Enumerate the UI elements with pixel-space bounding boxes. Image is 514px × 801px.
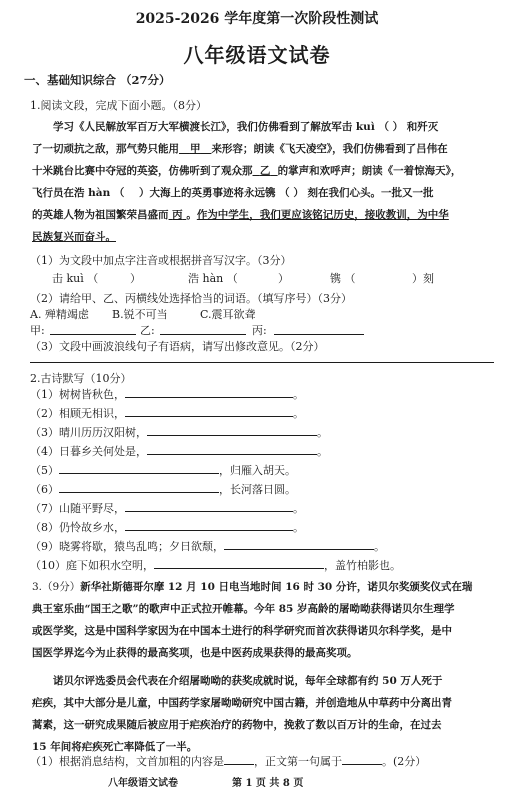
- passage-line: 了一切顽抗之敌，那气势只能用 甲 来形容；朗读《飞天凌空》，我们仿佛看到了吕伟在: [32, 143, 448, 155]
- poem-item: （3）晴川历历汉阳树， 。: [30, 426, 328, 439]
- fill-jia-line[interactable]: [50, 334, 136, 335]
- blank-jia: 甲: [189, 143, 201, 155]
- blank-yi: 乙: [259, 165, 271, 177]
- pinyin-item-juan: 镌 （: [330, 272, 356, 285]
- poem-item: （9）晓雾将歇，猿鸟乱鸣；夕日欲颓， 。: [30, 540, 385, 553]
- q1-sub1-prompt: （1）为文段中加点字注音或根据拼音写汉字。（3分）: [30, 254, 292, 267]
- pinyin-item-paren: ）: [130, 272, 141, 285]
- passage-line: 民族复兴而奋斗。: [32, 231, 116, 243]
- fill-jia-label: 甲:: [30, 324, 45, 337]
- school-year-title: 2025-2026 学年度第一次阶段性测试: [135, 11, 379, 27]
- answer-line[interactable]: [30, 362, 494, 363]
- q3-paragraph-1: 3.（9分）新华社斯德哥尔摩 12 月 10 日电当地时间 16 时 30 分许，诺贝尔奖颁奖仪式在瑞: [32, 581, 473, 593]
- footer-page-info: 第 1 页 共 8 页: [232, 778, 304, 789]
- passage-line: 的英雄人物为祖国繁荣昌盛而 丙 。作为中学生，我们更应该铭记历史，接收教训，为中华: [32, 209, 449, 221]
- fill-bing-line[interactable]: [274, 334, 364, 335]
- fill-bing-label: 丙:: [252, 324, 267, 337]
- poem-item: （1）树树皆秋色， 。: [30, 388, 304, 401]
- q1-sub3-prompt: （3）文段中画波浪线句子有语病，请写出修改意见。（2分）: [30, 340, 325, 353]
- poem-item: （8）仍怜故乡水， 。: [30, 521, 304, 534]
- poem-item: （2）相顾无相识， 。: [30, 407, 304, 420]
- pinyin-item-han: 浩 hàn （: [188, 272, 238, 285]
- option-c: C.震耳欲聋: [200, 308, 256, 321]
- fill-yi-line[interactable]: [160, 334, 246, 335]
- poem-item: （7）山随平野尽， 。: [30, 502, 304, 515]
- passage-line: 十米跳台比赛中夺冠的英姿，仿佛听到了观众那 乙 的掌声和欢呼声；朗读《一着惊海天》，: [32, 165, 462, 177]
- pinyin-item-ke: ）刻: [412, 272, 434, 285]
- q3-paragraph-2: 诺贝尔评选委员会代表在介绍屠呦呦的获奖成就时说，每年全球都有约 50 万人死于: [53, 675, 443, 687]
- paper-title: 八年级语文试卷: [183, 43, 331, 67]
- poem-item: （6） ，长河落日圆。: [30, 483, 296, 496]
- passage-line: 飞行员在浩 hàn （ ）大海上的英勇事迹将永远镌 （ ） 刻在我们心头。一批又一批: [32, 187, 434, 199]
- q3-sub1: （1）根据消息结构，文首加粗的内容是 ，正文第一句属于 。(2分）: [30, 755, 427, 768]
- question-2-prompt: 2.古诗默写（10分）: [30, 372, 132, 385]
- q3-paragraph-2-line: 15 年间将疟疾死亡率降低了一半。: [32, 741, 198, 753]
- option-a: A. 殚精竭虑: [30, 308, 89, 321]
- poem-item: （10）庭下如积水空明， ，盖竹柏影也。: [30, 559, 401, 572]
- q3-paragraph-1-line: 国医学界迄今为止获得的最高奖项，也是中医药成果获得的最高奖项。: [32, 647, 358, 659]
- q3-paragraph-1-line: 或医学奖，这是中国科学家因为在中国本土进行的科学研究而首次获得诺贝尔科学奖，是中: [32, 625, 452, 637]
- fill-yi-label: 乙:: [140, 324, 155, 337]
- option-b: B.锐不可当: [112, 308, 168, 321]
- q3-paragraph-1-line: 典王室乐曲“国王之歌”的歌声中正式拉开帷幕。今年 85 岁高龄的屠呦呦获得诺贝尔生理学: [32, 603, 455, 615]
- q3-paragraph-2-line: 蒿素，这一研究成果随后被应用于疟疾治疗的药物中，挽救了数以百万计的生命，在过去: [32, 719, 442, 731]
- q3-paragraph-2-line: 疟疾，其中大部分是儿童，中国药学家屠呦呦研究中国古籍，并创造地从中草药中分离出青: [32, 697, 452, 709]
- section-heading: 一、基础知识综合 （27分）: [24, 73, 171, 87]
- passage-line: 学习《人民解放军百万大军横渡长江》，我们仿佛看到了解放军击 kuì （ ） 和歼灭: [53, 121, 439, 133]
- footer-paper-name: 八年级语文试卷: [108, 778, 178, 789]
- q1-sub2-prompt: （2）请给甲、乙、丙横线处选择恰当的词语。（填写序号）（3分）: [30, 292, 352, 305]
- poem-item: （4）日暮乡关何处是， 。: [30, 445, 328, 458]
- blank-bing: 丙: [172, 209, 183, 221]
- poem-item: （5） ，归雁入胡天。: [30, 464, 296, 477]
- question-1-prompt: 1.阅读文段，完成下面小题。（8分）: [30, 99, 207, 112]
- pinyin-item-paren: ）: [278, 272, 289, 285]
- pinyin-item-kui: 击 kuì （: [52, 272, 99, 285]
